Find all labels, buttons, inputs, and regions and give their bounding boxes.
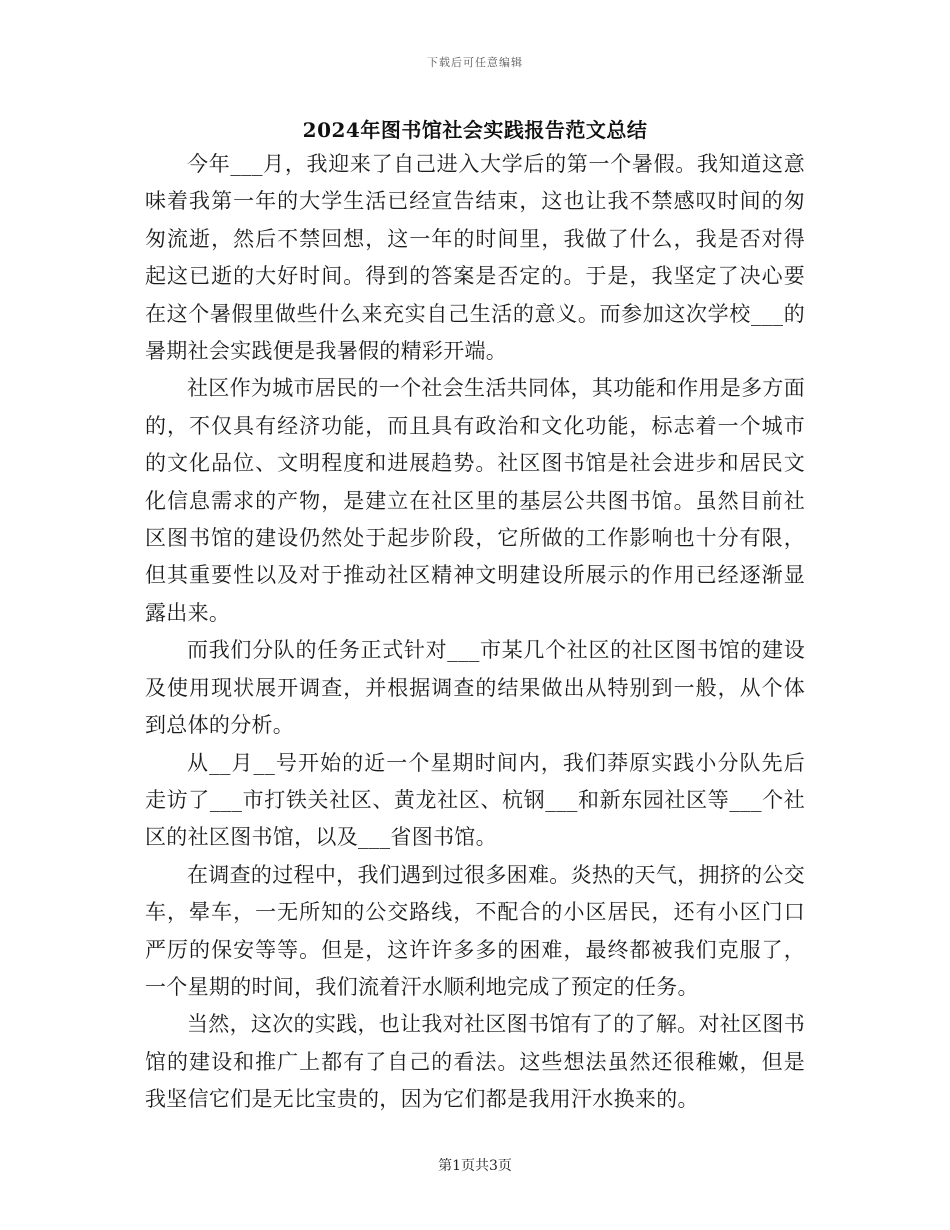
document-title: 2024年图书馆社会实践报告范文总结	[302, 118, 648, 142]
paragraph-6: 当然，这次的实践，也让我对社区图书馆有了的了解。对社区图书馆的建设和推广上都有了自己的看法。这些想法虽然还很稚嫩，但是我坚信它们是无比宝贵的，因为它们都是我用汗水换来的。	[145, 1012, 805, 1112]
paragraph-5: 在调查的过程中，我们遇到过很多困难。炎热的天气，拥挤的公交车，晕车，一无所知的公交路线，不配合的小区居民，还有小区门口严厉的保安等等。但是，这许许多多的困难，最终都被我们克服了，一个星期的时间，我们流着汗水顺利地完成了预定的任务。	[145, 862, 805, 999]
header-note: 下载后可任意编辑	[427, 56, 523, 69]
paragraph-3: 而我们分队的任务正式针对___市某几个社区的社区图书馆的建设及使用现状展开调查，并根据调查的结果做出从特别到一般，从个体到总体的分析。	[145, 638, 805, 738]
paragraph-1: 今年___月，我迎来了自己进入大学后的第一个暑假。我知道这意味着我第一年的大学生活已经宣告结束，这也让我不禁感叹时间的匆匆流逝，然后不禁回想，这一年的时间里，我做了什么，我是否对得起这已逝的大好时间。得到的答案是否定的。于是，我坚定了决心要在这个暑假里做些什么来充实自己生活的意义。而参加这次学校___的暑期社会实践便是我暑假的精彩开端。	[145, 152, 805, 364]
paragraph-2: 社区作为城市居民的一个社会生活共同体，其功能和作用是多方面的，不仅具有经济功能，而且具有政治和文化功能，标志着一个城市的文化品位、文明程度和进展趋势。社区图书馆是社会进步和居民文化信息需求的产物，是建立在社区里的基层公共图书馆。虽然目前社区图书馆的建设仍然处于起步阶段，它所做的工作影响也十分有限，但其重要性以及对于推动社区精神文明建设所展示的作用已经逐渐显露出来。	[145, 376, 805, 625]
paragraph-4: 从__月__号开始的近一个星期时间内，我们莽原实践小分队先后走访了___市打铁关社区、黄龙社区、杭钢___和新东园社区等___个社区的社区图书馆，以及___省图书馆。	[145, 750, 805, 850]
page-indicator: 第1页共3页	[438, 1158, 512, 1174]
document-body	[145, 146, 805, 1119]
